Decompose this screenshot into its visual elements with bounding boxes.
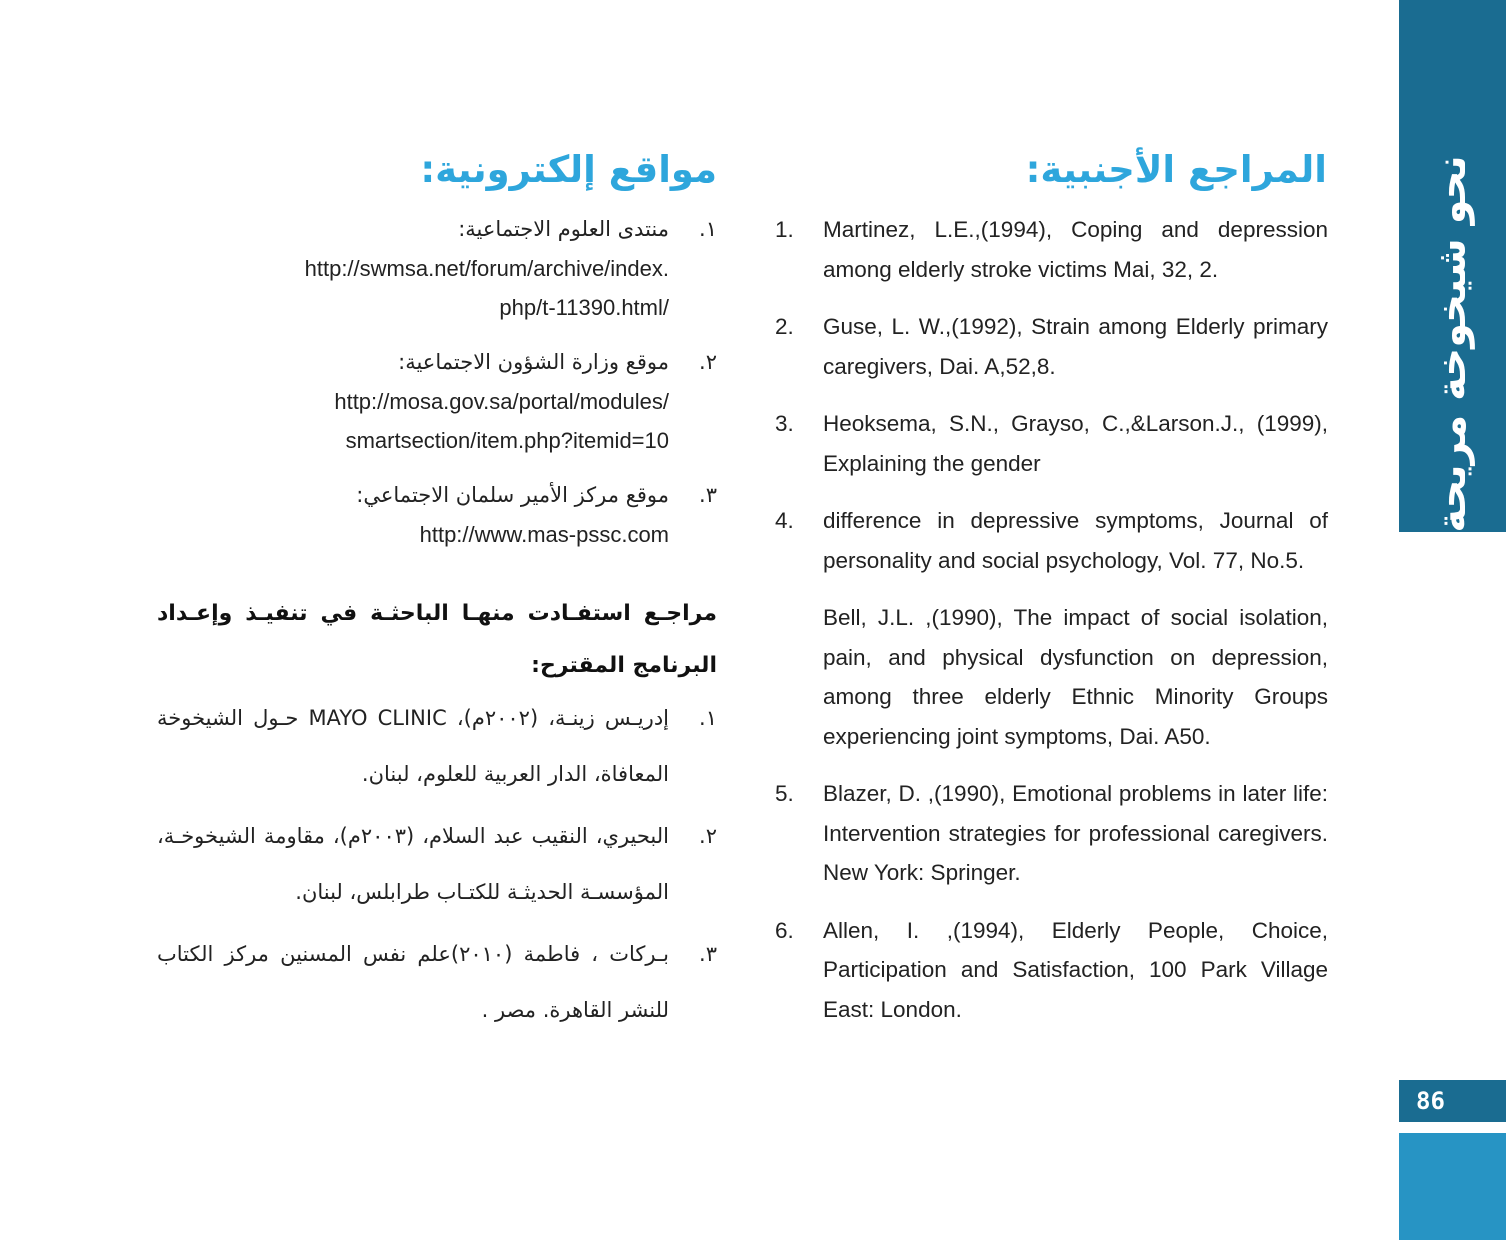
ref-text: Blazer, D. ,(1990), Emotional problems in later life: Intervention strategies for professional caregivers. New York: Springer. (823, 781, 1328, 885)
side-tab-title: نحو شيخوخة مريحة (1429, 155, 1475, 533)
websites-list (157, 210, 717, 570)
ref-text: Guse, L. W.,(1992), Strain among Elderly primary caregivers, Dai. A,52,8. (823, 314, 1328, 379)
list-item (775, 404, 1328, 483)
list-item (775, 774, 1328, 893)
list-item (157, 808, 717, 920)
list-item (775, 210, 1328, 289)
site-name: منتدى العلوم الاجتماعية: (458, 217, 669, 241)
site-name: موقع مركز الأمير سلمان الاجتماعي: (356, 483, 669, 507)
item-number: ٢. (699, 350, 717, 374)
ref-number: 3. (775, 411, 794, 436)
ref-number: 1. (775, 217, 794, 242)
site-url-line2[interactable]: smartsection/item.php?itemid=10 (345, 428, 669, 453)
site-url-line1[interactable]: http://www.mas-pssc.com (419, 522, 669, 547)
ref-text: البحيري، النقيب عبد السلام، (٢٠٠٣م)، مقاومة الشيخوخـة، المؤسسـة الحديثـة للكتـاب طرابلس، لبنان. (157, 824, 670, 904)
ref-number: 5. (775, 781, 794, 806)
ref-number: 4. (775, 508, 794, 533)
foreign-refs-list (775, 210, 1328, 1047)
program-refs-list (157, 690, 717, 1044)
ref-text: بـركات ، فاطمة (٢٠١٠)علم نفس المسنين مركز الكتاب للنشر القاهرة. مصر . (157, 942, 669, 1022)
websites-heading: مواقع إلكترونية: (420, 148, 717, 191)
list-item (775, 307, 1328, 386)
site-url-line2[interactable]: php/t-11390.html/ (499, 295, 669, 320)
list-item (157, 210, 717, 327)
page-number: 86 (1399, 1080, 1506, 1122)
foreign-refs-heading: المراجع الأجنبية: (1025, 148, 1327, 191)
program-refs-heading: مراجـع استفـادت منهـا الباحثـة في تنفيـذ وإعـداد البرنامج المقترح: (157, 601, 717, 678)
list-item (157, 476, 717, 554)
decorative-block (1399, 1133, 1506, 1240)
ref-text: Bell, J.L. ,(1990), The impact of social isolation, pain, and physical dysfunction on depression, among three elderly Ethnic Minority Groups experiencing joint symptoms, Dai. A50. (823, 605, 1328, 749)
side-tab (1399, 0, 1506, 532)
ref-text: Allen, I. ,(1994), Elderly People, Choice, Participation and Satisfaction, 100 Park Village East: London. (823, 917, 1328, 1022)
list-item (157, 926, 717, 1038)
ref-text: إدريـس زينـة، (٢٠٠٢م)، MAYO CLINIC حـول الشيخوخة المعافاة، الدار العربية للعلوم، لبنان. (157, 706, 670, 786)
ref-text: Martinez, L.E.,(1994), Coping and depression among elderly stroke victims Mai, 32, 2. (823, 217, 1328, 282)
list-item (157, 343, 717, 460)
ref-text: difference in depressive symptoms, Journal of personality and social psychology, Vol. 77, No.5. (823, 508, 1328, 573)
item-number: ١. (699, 706, 717, 730)
ref-text: Heoksema, S.N., Grayso, C.,&Larson.J., (1999), Explaining the gender (823, 411, 1328, 476)
item-number: ٢. (699, 824, 717, 848)
list-item (775, 501, 1328, 580)
item-number: ٣. (699, 942, 717, 966)
site-name: موقع وزارة الشؤون الاجتماعية: (398, 350, 669, 374)
item-number: ٣. (699, 483, 717, 507)
ref-number: 2. (775, 314, 794, 339)
list-item (775, 911, 1328, 1030)
ref-number: 6. (775, 917, 794, 943)
list-item (775, 598, 1328, 756)
item-number: ١. (699, 217, 717, 241)
list-item (157, 690, 717, 802)
site-url-line1[interactable]: http://swmsa.net/forum/archive/index. (304, 256, 669, 281)
site-url-line1[interactable]: http://mosa.gov.sa/portal/modules/ (334, 389, 669, 414)
